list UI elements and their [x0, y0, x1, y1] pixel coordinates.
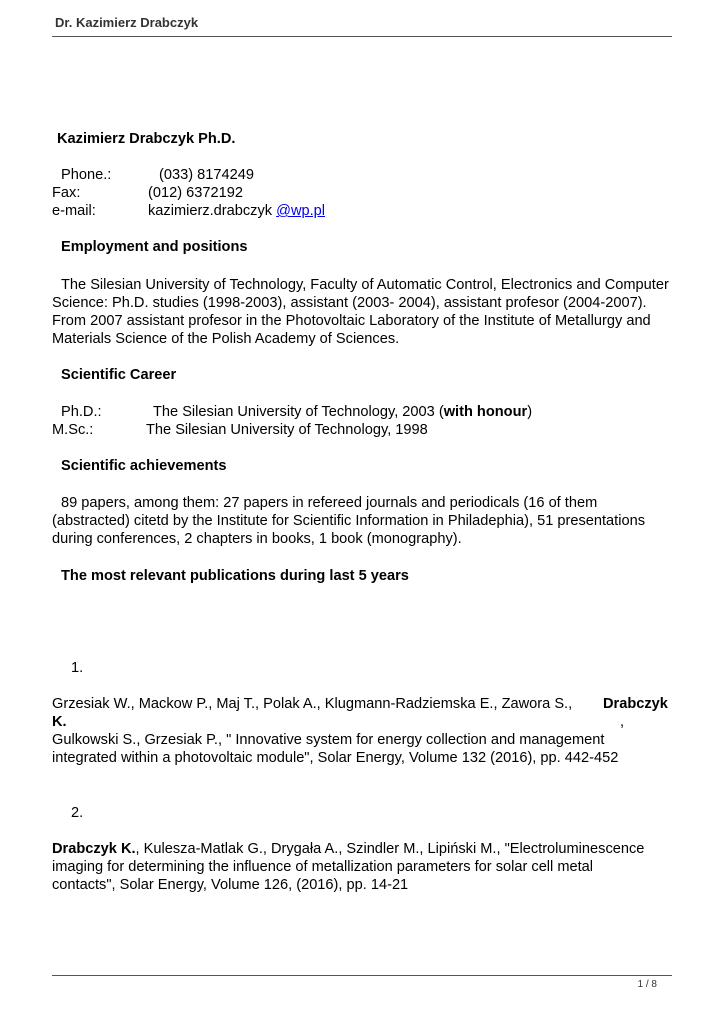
achievements-line-2: (abstracted) citetd by the Institute for Scientific Information in Philadephia), 51 presentations [52, 513, 645, 529]
email-link[interactable]: @wp.pl [276, 203, 326, 219]
pub-1-number: 1. [71, 660, 84, 676]
header-title: Dr. Kazimierz Drabczyk [55, 15, 199, 30]
pub-1-line-1: Grzesiak W., Mackow P., Maj T., Polak A., Klugmann-Radziemska E., Zawora S., [52, 696, 573, 712]
achievements-line-1: 89 papers, among them: 27 papers in refereed journals and periodicals (16 of them [61, 495, 598, 511]
email-value [148, 202, 325, 220]
fax-value: (012) 6372192 [148, 185, 243, 201]
pub-1-author-bold: Drabczyk [603, 696, 668, 712]
person-name: Kazimierz Drabczyk Ph.D. [57, 131, 236, 147]
employment-line-2: Science: Ph.D. studies (1998-2003), assistant (2003- 2004), assistant profesor (2004-2007). [52, 295, 647, 311]
employment-line-3: From 2007 assistant profesor in the Photovoltaic Laboratory of the Institute of Metallurgy and [52, 313, 651, 329]
phd-value [153, 403, 532, 421]
phd-honour: with honour [443, 404, 528, 420]
phd-text: The Silesian University of Technology, 2003 ( [153, 404, 444, 420]
header-divider [52, 36, 672, 37]
pub-2-line-1-rest: , Kulesza-Matlak G., Drygała A., Szindler M., Lipiński M., "Electroluminescence [135, 841, 645, 857]
pub-1-line-4: integrated within a photovoltaic module", Solar Energy, Volume 132 (2016), pp. 442-452 [52, 750, 619, 766]
msc-value: The Silesian University of Technology, 1998 [146, 422, 428, 438]
phd-close: ) [527, 404, 533, 420]
phone-value: (033) 8174249 [159, 167, 254, 183]
achievements-heading: Scientific achievements [61, 458, 227, 474]
pub-2-line-1 [52, 840, 644, 858]
pub-1-line-3: Gulkowski S., Grzesiak P., " Innovative system for energy collection and management [52, 732, 605, 748]
career-heading: Scientific Career [61, 367, 177, 383]
achievements-line-3: during conferences, 2 chapters in books, 1 book (monography). [52, 531, 462, 547]
pub-2-number: 2. [71, 805, 84, 821]
employment-line-1: The Silesian University of Technology, Faculty of Automatic Control, Electronics and Computer [61, 277, 669, 293]
msc-label: M.Sc.: [52, 422, 94, 438]
fax-label: Fax: [52, 185, 81, 201]
employment-line-4: Materials Science of the Polish Academy of Sciences. [52, 331, 400, 347]
publications-heading: The most relevant publications during last 5 years [61, 568, 409, 584]
pub-2-author-bold: Drabczyk K. [52, 841, 136, 857]
employment-heading: Employment and positions [61, 239, 248, 255]
page-number: 1 / 8 [637, 979, 657, 990]
pub-1-author-initial: K. [52, 714, 67, 730]
email-label: e-mail: [52, 203, 96, 219]
phd-label: Ph.D.: [61, 404, 102, 420]
email-user: kazimierz.drabczyk [148, 203, 273, 219]
pub-2-line-3: contacts", Solar Energy, Volume 126, (2016), pp. 14-21 [52, 877, 409, 893]
footer-divider [52, 975, 672, 976]
phone-label: Phone.: [61, 167, 112, 183]
pub-2-line-2: imaging for determining the influence of metallization parameters for solar cell metal [52, 859, 594, 875]
pub-1-comma: , [620, 714, 625, 730]
